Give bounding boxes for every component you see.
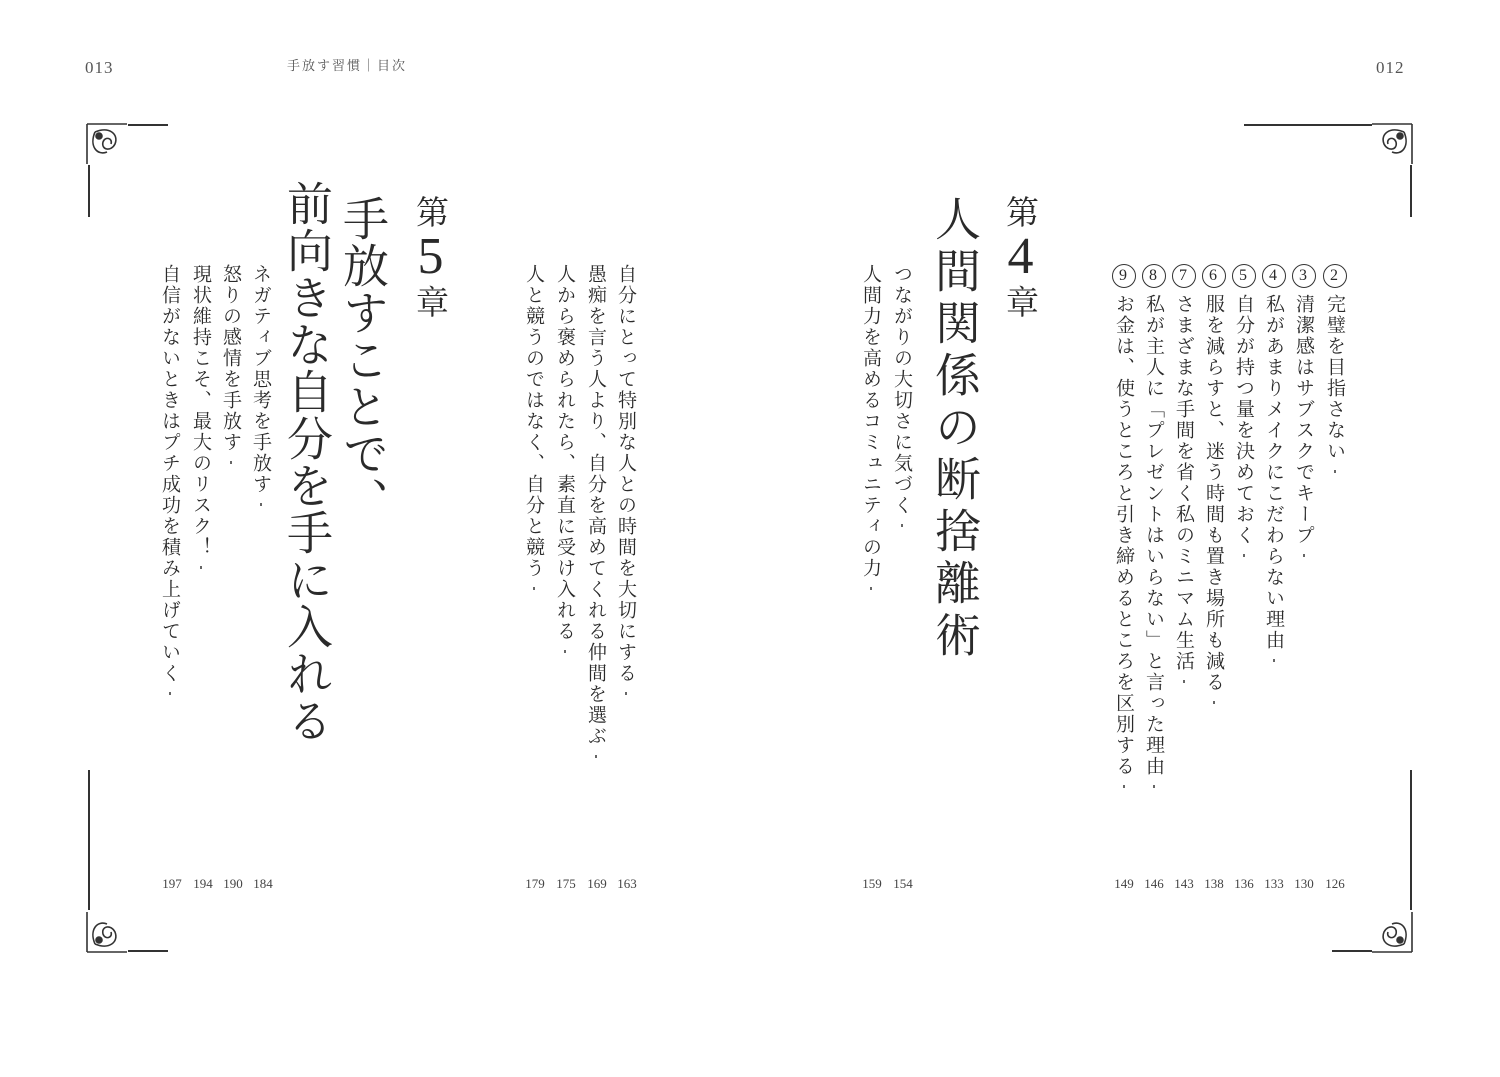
entry-text: 人間力を高めるコミュニティの力 <box>860 264 882 579</box>
list-item[interactable] <box>221 264 240 870</box>
left-page-number: 013 <box>85 58 114 77</box>
leader-dots <box>1303 554 1305 555</box>
leader-dots <box>1183 680 1185 681</box>
leader-dots <box>595 755 597 756</box>
right-page-number: 012 <box>1376 58 1405 77</box>
list-item[interactable] <box>892 264 911 870</box>
entry-text: 愚痴を言う人より、自分を高めてくれる仲間を選ぶ <box>585 264 607 747</box>
chapter-4-label <box>992 195 1049 318</box>
list-item[interactable] <box>251 264 270 870</box>
page-ref: 143 <box>1174 876 1194 891</box>
entry-marker: 2 <box>1323 264 1347 288</box>
page-ref: 184 <box>253 876 273 891</box>
list-item[interactable] <box>555 264 574 870</box>
leader-dots <box>625 692 627 693</box>
frame-line-bottom-left <box>128 950 168 952</box>
list-item[interactable] <box>1232 264 1256 870</box>
leader-dots <box>564 650 566 651</box>
page-ref: 169 <box>587 876 607 891</box>
leader-dots <box>1123 785 1125 786</box>
entry-marker: 3 <box>1292 264 1316 288</box>
chapter-label-suffix: 章 <box>411 285 450 318</box>
list-item[interactable] <box>1202 264 1226 870</box>
frame-line-left-lower <box>88 770 90 910</box>
corner-ornament-top-left-icon <box>85 122 129 166</box>
entry-marker: 7 <box>1172 264 1196 288</box>
leader-dots <box>1153 785 1155 786</box>
frame-line-right-upper <box>1410 165 1412 217</box>
page-ref: 179 <box>525 876 545 891</box>
chapter-label-prefix: 第 <box>1001 195 1040 228</box>
list-item[interactable] <box>586 264 605 870</box>
page-ref: 136 <box>1234 876 1254 891</box>
list-item[interactable] <box>160 264 179 870</box>
entry-text: 自分が持つ量を決めておく <box>1233 294 1255 546</box>
entry-text: 私があまりメイクにこだわらない理由 <box>1263 294 1285 651</box>
entry-text: つながりの大切さに気づく <box>891 264 913 516</box>
leader-dots <box>1213 701 1215 702</box>
page-ref: 126 <box>1325 876 1345 891</box>
page-ref: 159 <box>862 876 882 891</box>
list-item[interactable] <box>1262 264 1286 870</box>
list-item[interactable] <box>524 264 543 870</box>
leader-dots <box>260 503 262 504</box>
entry-text: ネガティブ思考を手放す <box>250 264 272 495</box>
leader-dots <box>533 587 535 588</box>
entry-marker: 9 <box>1112 264 1136 288</box>
leader-dots <box>230 461 232 462</box>
list-item[interactable] <box>1323 264 1347 870</box>
entry-text: 自分にとって特別な人との時間を大切にする <box>615 264 637 684</box>
leader-dots <box>169 692 171 693</box>
entry-text: 私が主人に「プレゼントはいらない」と言った理由 <box>1143 294 1165 777</box>
running-head: 手放す習慣｜目次 <box>287 59 408 74</box>
leader-dots <box>1273 659 1275 660</box>
page-ref: 163 <box>617 876 637 891</box>
list-item[interactable] <box>861 264 880 870</box>
entry-text: 現状維持こそ、最大のリスク！ <box>190 264 212 558</box>
chapter-number: 5 <box>402 228 459 285</box>
list-item[interactable] <box>1172 264 1196 870</box>
corner-ornament-top-right-icon <box>1370 122 1414 166</box>
frame-line-top-left <box>128 124 168 126</box>
entry-marker: 5 <box>1232 264 1256 288</box>
chapter-4-title: 人間関係の断捨離術 <box>928 195 982 663</box>
list-item[interactable] <box>1112 264 1136 870</box>
entry-text: 服を減らすと、迷う時間も置き場所も減る <box>1203 294 1225 693</box>
page-ref: 149 <box>1114 876 1134 891</box>
entry-text: 怒りの感情を手放す <box>220 264 242 453</box>
chapter-label-prefix: 第 <box>411 195 450 228</box>
entry-text: お金は、使うところと引き締めるところを区別する <box>1113 294 1135 777</box>
list-item[interactable] <box>616 264 635 870</box>
entry-text: 清潔感はサブスクでキープ <box>1293 294 1315 546</box>
page-ref: 154 <box>893 876 913 891</box>
chapter-5-label <box>402 195 459 318</box>
chapter-number: 4 <box>992 228 1049 285</box>
frame-line-left-upper <box>88 165 90 217</box>
entry-text: 人と競うのではなく、自分と競う <box>523 264 545 579</box>
entry-text: 完璧を目指さない <box>1324 294 1346 462</box>
list-item[interactable] <box>1142 264 1166 870</box>
page-ref: 130 <box>1294 876 1314 891</box>
chapter-5-title-line2: 前向きな自分を手に入れる <box>280 180 334 744</box>
page-ref: 138 <box>1204 876 1224 891</box>
page-ref: 133 <box>1264 876 1284 891</box>
frame-line-bottom-right <box>1332 950 1372 952</box>
page-ref: 146 <box>1144 876 1164 891</box>
page-ref: 194 <box>193 876 213 891</box>
entry-text: 人から褒められたら、素直に受け入れる <box>554 264 576 642</box>
leader-dots <box>901 524 903 525</box>
corner-ornament-bottom-right-icon <box>1370 910 1414 954</box>
frame-line-top-right <box>1244 124 1372 126</box>
list-item[interactable] <box>191 264 210 870</box>
frame-line-right-lower <box>1410 770 1412 910</box>
leader-dots <box>870 587 872 588</box>
page-ref: 175 <box>556 876 576 891</box>
leader-dots <box>1334 470 1336 471</box>
entry-marker: 6 <box>1202 264 1226 288</box>
corner-ornament-bottom-left-icon <box>85 910 129 954</box>
leader-dots <box>1243 554 1245 555</box>
list-item[interactable] <box>1292 264 1316 870</box>
entry-text: さまざまな手間を省く私のミニマム生活 <box>1173 294 1195 672</box>
page-ref: 197 <box>162 876 182 891</box>
entry-text: 自信がないときはプチ成功を積み上げていく <box>159 264 181 684</box>
leader-dots <box>200 566 202 567</box>
page-ref: 190 <box>223 876 243 891</box>
entry-marker: 4 <box>1262 264 1286 288</box>
chapter-label-suffix: 章 <box>1001 285 1040 318</box>
chapter-5-title-line1: 手放すことで、 <box>336 195 390 524</box>
entry-marker: 8 <box>1142 264 1166 288</box>
